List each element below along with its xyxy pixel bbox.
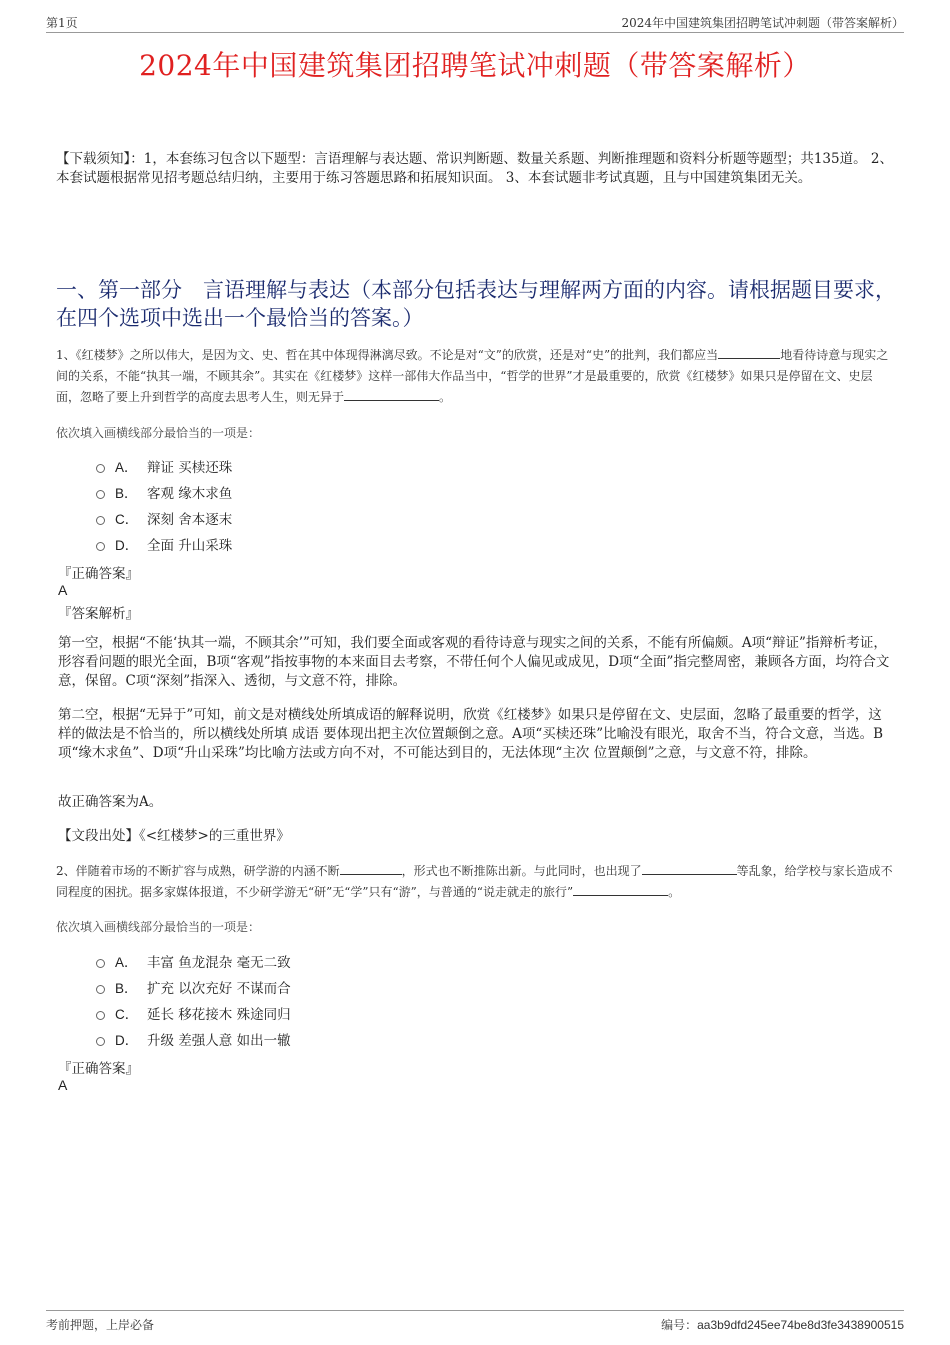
q1-source: 【文段出处】《<红楼梦>的三重世界》 — [58, 828, 290, 844]
option-text: 深刻 舍本逐末 — [147, 512, 233, 528]
q2-answer-label: 『正确答案』 — [58, 1061, 139, 1077]
q1-prompt: 依次填入画横线部分最恰当的一项是： — [56, 426, 261, 440]
option-text: 客观 缘木求鱼 — [147, 486, 233, 502]
radio-icon[interactable] — [96, 1011, 105, 1020]
option-letter: A． — [115, 460, 138, 475]
option-letter: A． — [115, 955, 138, 970]
q1-text-part-b: 地看待诗意与现实之间的关系，不能“执其一端，不顾其余”。其实在《红楼梦》这样一部伟大作品当中，“哲学的世界”才是最重要的，欣赏《红楼梦》如果只是停留在文、史层面，忽略了要上升到哲学的高度去思考人生，则无异于 — [56, 348, 889, 404]
question-1-text — [56, 345, 894, 408]
footer-code-label: 编号： — [661, 1318, 698, 1332]
q1-text-part-a: 1、《红楼梦》之所以伟大，是因为文、史、哲在其中体现得淋漓尽致。不论是对“文”的欣赏，还是对“史”的批判，我们都应当 — [56, 348, 719, 362]
q2-text-part-a: 2、伴随着市场的不断扩容与成熟，研学游的内涵不断 — [56, 864, 340, 878]
radio-icon[interactable] — [96, 490, 105, 499]
option-letter: C． — [115, 512, 139, 527]
radio-icon[interactable] — [96, 464, 105, 473]
q1-text-part-c: 。 — [439, 390, 452, 404]
option-text: 丰富 鱼龙混杂 毫无二致 — [147, 955, 291, 971]
answer-blank — [340, 862, 402, 875]
q1-analysis-paragraph-1: 第一空，根据“不能‘执其一端，不顾其余’”可知，我们要全面或客观的看待诗意与现实之间的关系，不能有所偏颇。A项“辩证”指辩析考证，形容看问题的眼光全面，B项“客观”指按事物的本来面目去考察，不带任何个人偏见或成见，D项“全面”指完整周密，兼顾各方面，均符合文意，保留。C项“深刻”指深入、透彻，与文意不符，排除。 — [58, 635, 890, 689]
option-text: 升级 差强人意 如出一辙 — [147, 1033, 291, 1049]
radio-icon[interactable] — [96, 1037, 105, 1046]
option-text: 全面 升山采珠 — [147, 538, 233, 554]
q1-options — [96, 453, 232, 557]
q2-option-c[interactable] — [96, 1000, 291, 1026]
answer-blank — [718, 346, 780, 359]
option-text: 辩证 买椟还珠 — [147, 460, 233, 476]
q1-option-b[interactable] — [96, 479, 232, 505]
q1-option-a[interactable] — [96, 453, 232, 479]
page-header — [46, 14, 904, 33]
q1-analysis-label: 『答案解析』 — [58, 606, 139, 622]
answer-blank — [344, 388, 439, 401]
q2-option-b[interactable] — [96, 974, 291, 1000]
header-doc-title: 2024年中国建筑集团招聘笔试冲刺题（带答案解析） — [621, 16, 904, 30]
q1-answer-label: 『正确答案』 — [58, 566, 139, 582]
section-heading: 一、第一部分 言语理解与表达（本部分包括表达与理解两方面的内容。请根据题目要求，在四个选项中选出一个最恰当的答案。） — [56, 278, 896, 330]
radio-icon[interactable] — [96, 516, 105, 525]
q2-answer: A — [58, 1077, 68, 1093]
question-2-text — [56, 861, 894, 903]
option-letter: B． — [115, 981, 138, 996]
q2-options — [96, 948, 291, 1052]
document-title: 2024年中国建筑集团招聘笔试冲刺题（带答案解析） — [139, 49, 811, 82]
option-text: 扩充 以次充好 不谋而合 — [147, 981, 291, 997]
option-letter: D． — [115, 1033, 139, 1048]
q1-answer: A — [58, 582, 68, 598]
option-text: 延长 移花接木 殊途同归 — [147, 1007, 291, 1023]
q1-option-d[interactable] — [96, 531, 232, 557]
radio-icon[interactable] — [96, 985, 105, 994]
q2-text-part-b: ，形式也不断推陈出新。与此同时，也出现了 — [401, 864, 642, 878]
footer-code-value: aa3b9dfd245ee74be8d3fe3438900515 — [697, 1318, 904, 1332]
q2-prompt: 依次填入画横线部分最恰当的一项是： — [56, 920, 261, 934]
option-letter: C． — [115, 1007, 139, 1022]
page-footer — [46, 1310, 904, 1331]
footer-slogan: 考前押题，上岸必备 — [46, 1318, 155, 1332]
q2-text-part-d: 。 — [668, 885, 681, 899]
footer-code — [661, 1316, 904, 1333]
answer-blank — [573, 883, 668, 896]
option-letter: D． — [115, 538, 139, 553]
option-letter: B． — [115, 486, 138, 501]
q1-option-c[interactable] — [96, 505, 232, 531]
q1-analysis-paragraph-2: 第二空，根据“无异于”可知，前文是对横线处所填成语的解释说明，欣赏《红楼梦》如果只是停留在文、史层面，忽略了最重要的哲学，这样的做法是不恰当的，所以横线处所填 成语 要体现出把主次位置颠倒之意。A项“买椟还珠”比喻没有眼光，取舍不当，符合文意，当选。B项“缘木求鱼”、D项“升山采珠”均比喻方法或方向不对，不可能达到目的，无法体现“主次 位置颠倒”之意，与文意不符，排除。 — [58, 707, 884, 761]
q2-option-d[interactable] — [96, 1026, 291, 1052]
radio-icon[interactable] — [96, 959, 105, 968]
q2-option-a[interactable] — [96, 948, 291, 974]
page-number: 第1页 — [46, 16, 78, 30]
radio-icon[interactable] — [96, 542, 105, 551]
q1-conclusion: 故正确答案为A。 — [58, 794, 163, 810]
answer-blank — [642, 862, 737, 875]
q2-text-part-c: 等乱象，给学校与家长造成不同程度的困扰。据多家媒体报道，不少研学游无“研”无“学”只有“游”，与普通的“说走就走的旅行” — [56, 864, 893, 899]
download-notice: 【下载须知】：1，本套练习包含以下题型：言语理解与表达题、常识判断题、数量关系题、判断推理题和资料分析题等题型；共135道。 2、本套试题根据常见招考题总结归纳，主要用于练习答题思路和拓展知识面。 3、本套试题非考试真题，且与中国建筑集团无关。 — [56, 151, 893, 186]
